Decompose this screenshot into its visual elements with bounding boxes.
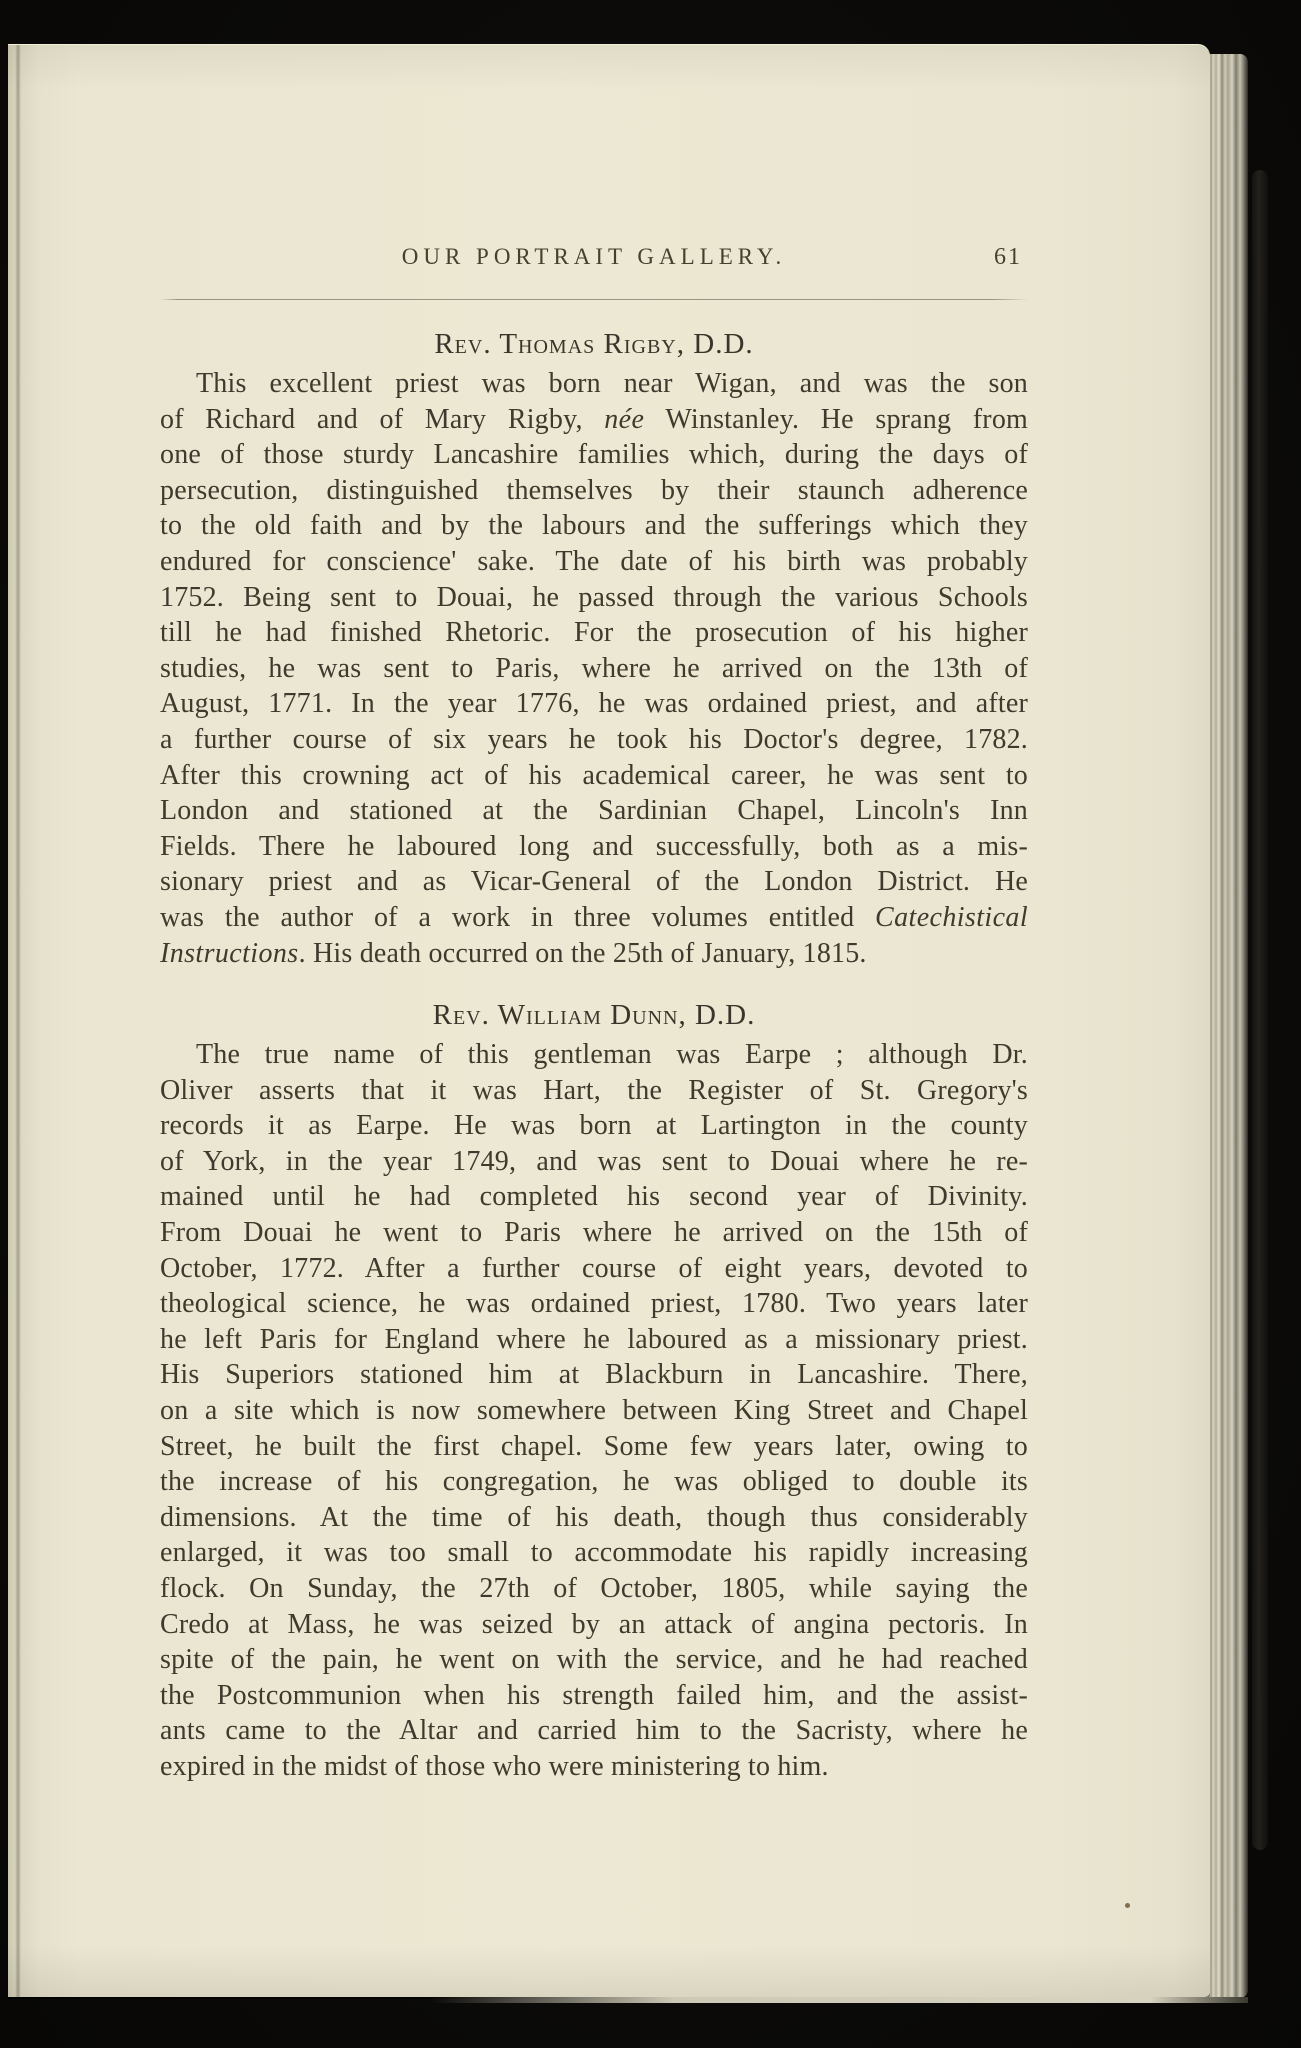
text-line: Street, he built the first chapel. Some few years later, owing to xyxy=(160,1430,1028,1462)
text-line: Instructions. His death occurred on the 25th of January, 1815. xyxy=(160,937,867,969)
text-line: From Douai he went to Paris where he arrived on the 15th of xyxy=(160,1217,1028,1249)
text-line: sionary priest and as Vicar-General of the London District. He xyxy=(160,866,1028,898)
text-line: theological science, he was ordained priest, 1780. Two years later xyxy=(160,1288,1028,1320)
text-line: the increase of his congregation, he was obliged to double its xyxy=(160,1466,1028,1498)
book-cover-edge xyxy=(1252,170,1268,1850)
running-header-row xyxy=(160,244,1028,276)
running-header: OUR PORTRAIT GALLERY. xyxy=(401,244,787,269)
text-line: His Superiors stationed him at Blackburn in Lancashire. There, xyxy=(160,1359,1028,1391)
paragraph xyxy=(160,1037,1028,1784)
text-line: flock. On Sunday, the 27th of October, 1805, while saying the xyxy=(160,1573,1028,1604)
text-line: expired in the midst of those who were ministering to him. xyxy=(160,1750,829,1782)
text-line: a further course of six years he took his Doctor's degree, 1782. xyxy=(160,723,1028,755)
gutter-crease xyxy=(15,45,21,1997)
biography-section xyxy=(160,997,1028,1784)
text-column xyxy=(160,45,1028,1785)
text-line: of York, in the year 1749, and was sent to Douai where he re- xyxy=(160,1145,1028,1177)
section-heading: Rev. William Dunn, D.D. xyxy=(432,999,756,1032)
text-line: After this crowning act of his academical career, he was sent to xyxy=(160,759,1028,791)
text-line: endured for conscience' sake. The date of his birth was probably xyxy=(160,545,1028,577)
text-line: till he had finished Rhetoric. For the prosecution of his higher xyxy=(160,617,1028,649)
paragraph xyxy=(160,366,1028,971)
text-line: Oliver asserts that it was Hart, the Register of St. Gregory's xyxy=(160,1074,1028,1106)
text-line: Credo at Mass, he was seized by an attack of angina pectoris. In xyxy=(160,1608,1028,1640)
text-line: persecution, distinguished themselves by their staunch adherence xyxy=(160,474,1028,506)
header-rule xyxy=(160,299,1028,300)
bottom-page-edge xyxy=(430,1997,1248,2003)
text-line: to the old faith and by the labours and the sufferings which they xyxy=(160,510,1028,542)
biography-section xyxy=(160,326,1028,971)
text-line: dimensions. At the time of his death, though thus considerably xyxy=(160,1501,1028,1533)
book-page xyxy=(8,44,1210,1997)
text-line: The true name of this gentleman was Earpe ; although Dr. xyxy=(196,1039,1028,1071)
text-line: This excellent priest was born near Wigan, and was the son xyxy=(196,368,1028,399)
page-number: 61 xyxy=(994,244,1022,270)
text-line: he left Paris for England where he laboured as a missionary priest. xyxy=(160,1323,1028,1355)
text-line: August, 1771. In the year 1776, he was ordained priest, and after xyxy=(160,688,1028,720)
page-stack-edges xyxy=(1206,54,1248,1998)
text-line: Fields. There he laboured long and successfully, both as a mis- xyxy=(160,830,1028,862)
text-line: spite of the pain, he went on with the service, and he had reached xyxy=(160,1644,1028,1676)
paper-speck xyxy=(1125,1903,1130,1908)
text-line: was the author of a work in three volumes entitled Catechistical xyxy=(160,901,1028,933)
text-line: London and stationed at the Sardinian Chapel, Lincoln's Inn xyxy=(160,795,1028,827)
sections xyxy=(160,326,1028,1785)
text-line: October, 1772. After a further course of eight years, devoted to xyxy=(160,1252,1028,1284)
text-line: enlarged, it was too small to accommodate his rapidly increasing xyxy=(160,1537,1028,1569)
text-line: studies, he was sent to Paris, where he arrived on the 13th of xyxy=(160,652,1028,684)
text-line: ants came to the Altar and carried him to the Sacristy, where he xyxy=(160,1715,1028,1747)
text-line: records it as Earpe. He was born at Lartington in the county xyxy=(160,1110,1028,1142)
text-line: the Postcommunion when his strength failed him, and the assist- xyxy=(160,1679,1028,1711)
text-line: of Richard and of Mary Rigby, née Winstanley. He sprang from xyxy=(160,403,1029,435)
text-line: mained until he had completed his second year of Divinity. xyxy=(160,1181,1028,1213)
text-line: one of those sturdy Lancashire families which, during the days of xyxy=(160,439,1028,471)
text-line: 1752. Being sent to Douai, he passed through the various Schools xyxy=(160,581,1028,613)
section-heading: Rev. Thomas Rigby, D.D. xyxy=(434,328,754,360)
text-line: on a site which is now somewhere between King Street and Chapel xyxy=(160,1395,1028,1427)
